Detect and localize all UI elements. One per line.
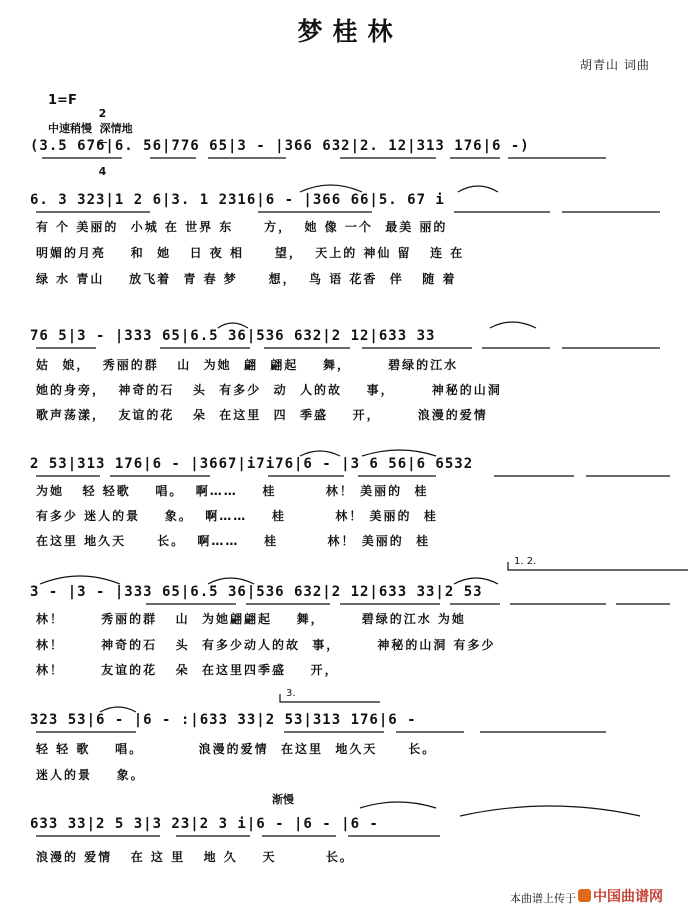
notation-row-6: 323 53|6 - |6 - :|633 33|2 53|313 176|6 - xyxy=(30,712,417,728)
lyrics-line: 有多少 迷人的景 象。 啊…… 桂 林！ 美丽的 桂 xyxy=(36,509,438,523)
lyrics-line: 绿 水 青山 放飞着 青 春 梦 想， 鸟 语 花香 伴 随 着 xyxy=(36,272,457,286)
lyrics-line: 迷人的景 象。 xyxy=(36,768,145,782)
notation-row-7: 633 33|2 5 3|3 23|2 3 i|6 - |6 - |6 - xyxy=(30,816,379,832)
site-logo-text: 中国曲谱网 xyxy=(593,889,663,905)
notation-row-3: 76 5|3 - |333 65|6.5 36|536 632|2 12|633 33 xyxy=(30,328,436,344)
meter-bottom: 4 xyxy=(98,165,107,178)
author-credit: 胡青山 词曲 xyxy=(580,58,650,72)
volta-3: 3. xyxy=(286,688,296,699)
song-title: 梦桂林 xyxy=(297,17,403,46)
tie xyxy=(458,186,498,192)
lyrics-line: 林！ 友谊的花 朵 在这里四季盛 开， xyxy=(36,663,339,677)
lyrics-line: 在这里 地久天 长。 啊…… 桂 林！ 美丽的 桂 xyxy=(36,534,431,548)
lyrics-line: 林！ 秀丽的群 山 为她翩翩起 舞， 碧绿的江水 为她 xyxy=(36,612,466,626)
lyrics-line: 林！ 神奇的石 头 有多少动人的故 事， 神秘的山洞 有多少 xyxy=(36,638,496,652)
lyrics-line: 为她 轻 轻歌 唱。 啊…… 桂 林！ 美丽的 桂 xyxy=(36,484,429,498)
site-logo-icon xyxy=(578,889,591,902)
lyrics-line: 歌声荡漾， 友谊的花 朵 在这里 四 季盛 开， 浪漫的爱情 xyxy=(36,408,488,422)
notation-row-5: 3 - |3 - |333 65|6.5 36|536 632|2 12|633 33|2 53 xyxy=(30,584,483,600)
lyrics-line: 有 个 美丽的 小城 在 世界 东 方， 她 像 一个 最美 丽的 xyxy=(36,220,448,234)
meter-top: 2 xyxy=(98,107,107,120)
notation-row-4: 2 53|313 176|6 - |3667|i7i76|6 - |3 6 56|6 6532 xyxy=(30,456,474,472)
lyrics-line: 姑 娘， 秀丽的群 山 为她 翩 翩起 舞， 碧绿的江水 xyxy=(36,358,459,372)
tempo-marking: 中速稍慢 深情地 xyxy=(48,122,133,135)
time-signature xyxy=(98,86,107,188)
lyrics-line: 她的身旁， 神奇的石 头 有多少 动 人的故 事， 神秘的山洞 xyxy=(36,383,502,397)
lyrics-line: 明媚的月亮 和 她 日 夜 相 望， 天上的 神仙 留 连 在 xyxy=(36,246,465,260)
tie xyxy=(460,806,640,816)
tie xyxy=(40,576,120,584)
footer-upload-text: 本曲谱上传于 xyxy=(510,892,576,905)
tempo-change-marking: 渐慢 xyxy=(272,793,294,806)
lyrics-line: 轻 轻 歌 唱。 浪漫的爱情 在这里 地久天 长。 xyxy=(36,742,437,756)
key-signature: 1=F xyxy=(48,93,77,108)
tie xyxy=(360,802,436,808)
notation-row-2: 6. 3 323|1 2 6|3. 1 2316|6 - |366 66|5. 67 i xyxy=(30,192,445,208)
tie xyxy=(490,322,536,328)
notation-row-1: (3.5 676|6. 56|776 65|3 - |366 632|2. 12|313 176|6 -) xyxy=(30,138,530,154)
lyrics-line: 浪漫的 爱情 在 这 里 地 久 天 长。 xyxy=(36,850,354,864)
tie xyxy=(300,185,362,192)
volta-1-2: 1. 2. xyxy=(514,556,537,567)
